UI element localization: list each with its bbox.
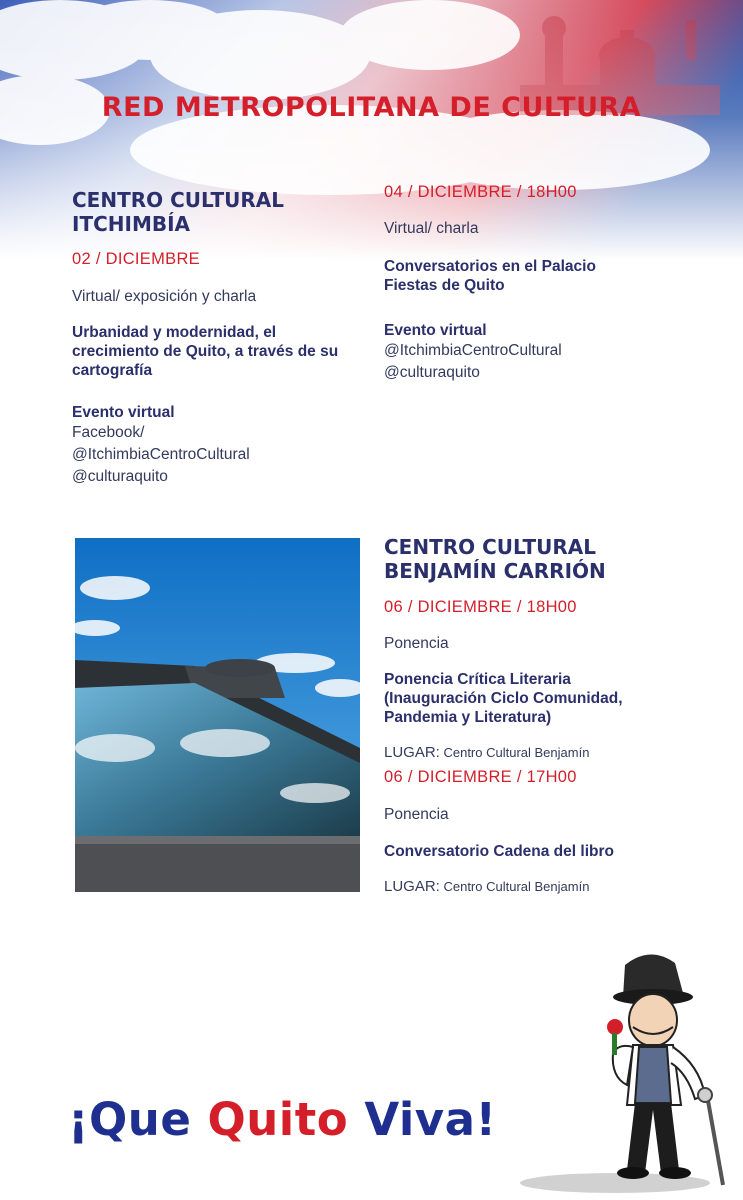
lugar-value: Centro Cultural Benjamín [439, 879, 590, 894]
lugar-label: LUGAR: [384, 878, 440, 895]
slogan-part-2: Quito [207, 1093, 365, 1146]
event-date: 04 / DICIEMBRE / 18H00 [384, 183, 577, 201]
event-venue-line [384, 878, 589, 895]
lugar-label: LUGAR: [384, 744, 440, 761]
slogan-part-1: ¡Que [68, 1093, 208, 1146]
event-location [384, 322, 562, 384]
social-handle: @ItchimbiaCentroCultural [384, 342, 562, 359]
social-line: Facebook/ [72, 424, 145, 441]
event-title: Ponencia Crítica Literaria (Inauguración Ciclo Comunidad, Pandemia y Literatura) [384, 671, 623, 726]
lugar-value: Centro Cultural Benjamín [439, 745, 590, 760]
venue-photo [75, 538, 360, 892]
carrion-venue-heading [384, 535, 606, 583]
itchimbia-venue-heading [72, 188, 284, 236]
event-type: Ponencia [384, 806, 449, 823]
slogan [68, 1093, 497, 1146]
social-handle: @culturaquito [72, 468, 168, 485]
event-title: Conversatorio Cadena del libro [384, 843, 614, 860]
venue-line-2: ITCHIMBÍA [72, 212, 191, 236]
event-mode-label: Evento virtual [384, 322, 487, 339]
social-handle: @culturaquito [384, 364, 480, 381]
mascot-illustration [515, 945, 743, 1200]
venue-line-1: CENTRO CULTURAL [384, 535, 596, 559]
event-date: 06 / DICIEMBRE / 17H00 [384, 768, 577, 786]
event-type: Virtual/ exposición y charla [72, 288, 257, 305]
slogan-part-3: Viva! [364, 1093, 497, 1146]
event-title: Conversatorios en el Palacio Fiestas de Quito [384, 258, 596, 294]
event-venue-line [384, 744, 589, 761]
page-title: RED METROPOLITANA DE CULTURA [101, 92, 642, 123]
event-date: 06 / DICIEMBRE / 18H00 [384, 598, 577, 616]
event-type: Ponencia [384, 635, 449, 652]
event-type: Virtual/ charla [384, 220, 479, 237]
venue-line-2: BENJAMÍN CARRIÓN [384, 559, 606, 583]
event-title: Urbanidad y modernidad, el crecimiento de Quito, a través de su cartografía [72, 324, 339, 379]
venue-line-1: CENTRO CULTURAL [72, 188, 284, 212]
event-mode-label: Evento virtual [72, 404, 175, 421]
social-handle: @ItchimbiaCentroCultural [72, 446, 250, 463]
event-date: 02 / DICIEMBRE [72, 250, 200, 268]
event-location [72, 404, 250, 488]
